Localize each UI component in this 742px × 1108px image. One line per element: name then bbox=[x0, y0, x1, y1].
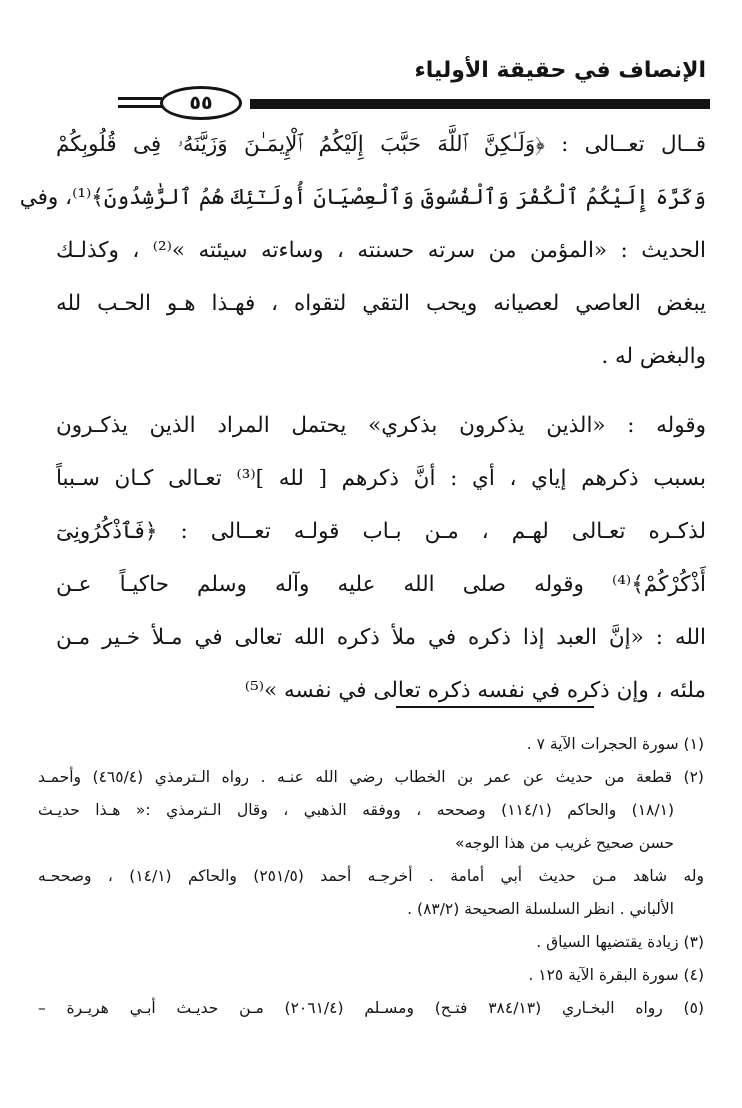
footnote-4: (٤) سورة البقرة الآية ١٢٥ . bbox=[528, 966, 704, 984]
main-text bbox=[19, 118, 706, 717]
text-line: بسبب ذكرهم إياي ، أي : أنَّ ذكرهم [ لله ]⁽³⁾ تعـالى كـان سـبباً bbox=[56, 466, 706, 491]
footnote-5: (٥) رواه البخـاري (٣٨٤/١٣ فتـح) ومسـلم (٢٠٦١/٤) مـن حديـث أبـي هريـرة – bbox=[38, 999, 704, 1017]
footnote-1: (١) سورة الحجرات الآية ٧ . bbox=[526, 735, 704, 753]
text-line: والبغض له . bbox=[601, 344, 706, 369]
footnote-3: (٣) زيادة يقتضيها السياق . bbox=[536, 933, 704, 951]
footnote-2-cont: (١٨/١) والحاكم (١١٤/١) وصححه ، ووفقه الذهبي ، وقال الـترمذي :« هـذا حديـث bbox=[38, 801, 674, 819]
header-rule-left-top bbox=[118, 97, 162, 100]
paragraph-2 bbox=[56, 399, 706, 717]
footnote-separator bbox=[396, 706, 594, 708]
page-number: ٥٥ bbox=[160, 86, 242, 120]
text-line: الحديث : «المؤمن من سرته حسنته ، وساءته سيئته »⁽²⁾ ، وكذلـك bbox=[56, 238, 706, 263]
text-line: وَكَرَّهَ إِلَيْكُمُ ٱلْكُفْرَ وَٱلْفُسُوقَ وَٱلْعِصْيَانَ أُولَـٰٓئِكَ هُمُ ٱلرَّٰشِدُونَ﴾⁽¹⁾، وفي bbox=[19, 185, 706, 210]
running-title: الإنصاف في حقيقة الأولياء bbox=[414, 58, 706, 83]
header-rule-left-bottom bbox=[118, 105, 162, 108]
paragraph-1 bbox=[19, 118, 706, 383]
footnotes bbox=[38, 728, 704, 1025]
text-line: الله : «إنَّ العبد إذا ذكره في ملأ ذكره الله تعالى في مـلأ خـير مـن bbox=[56, 625, 706, 650]
text-line: يبغض العاصي لعصيانه ويحب التقي لتقواه ، فهـذا هـو الحـب لله bbox=[56, 291, 706, 316]
text-line: قــال تعــالى : ﴿وَلَـٰكِنَّ ٱللَّهَ حَبَّبَ إِلَيْكُمُ ٱلْإِيمَـٰنَ وَزَيَّنَهُۥ فِى قُلُوبِكُمْ bbox=[56, 132, 706, 157]
text-line: ملئه ، وإن ذكره في نفسه ذكره تعالى في نفسه »⁽⁵⁾ bbox=[244, 678, 706, 703]
footnote-2-note: وله شاهد مـن حديث أبي أمامة . أخرجـه أحمد (٢٥١/٥) والحاكم (١٤/١) ، وصححـه bbox=[38, 867, 705, 885]
text-line: أَذْكُرْكُمْ﴾⁽⁴⁾ وقوله صلى الله عليه وآله وسلم حاكيـاً عـن bbox=[56, 572, 706, 597]
footnote-2-cont: حسن صحيح غريب من هذا الوجه» bbox=[454, 834, 674, 852]
header-rule bbox=[250, 99, 710, 109]
text-line: وقوله : «الذين يذكرون بذكري» يحتمل المراد الذين يذكـرون bbox=[56, 413, 706, 438]
footnote-2: (٢) قطعة من حديث عن عمر بن الخطاب رضي الله عنـه . رواه الـترمذي (٤٦٥/٤) وأحمـد bbox=[38, 768, 704, 786]
text-line: لذكـره تعـالى لهـم ، مـن بـاب قولـه تعــالى : ﴿فَٱذْكُرُونِىٓ bbox=[56, 519, 706, 544]
footnote-2-note-cont: الألباني . انظر السلسلة الصحيحة (٨٣/٢) . bbox=[407, 900, 674, 918]
